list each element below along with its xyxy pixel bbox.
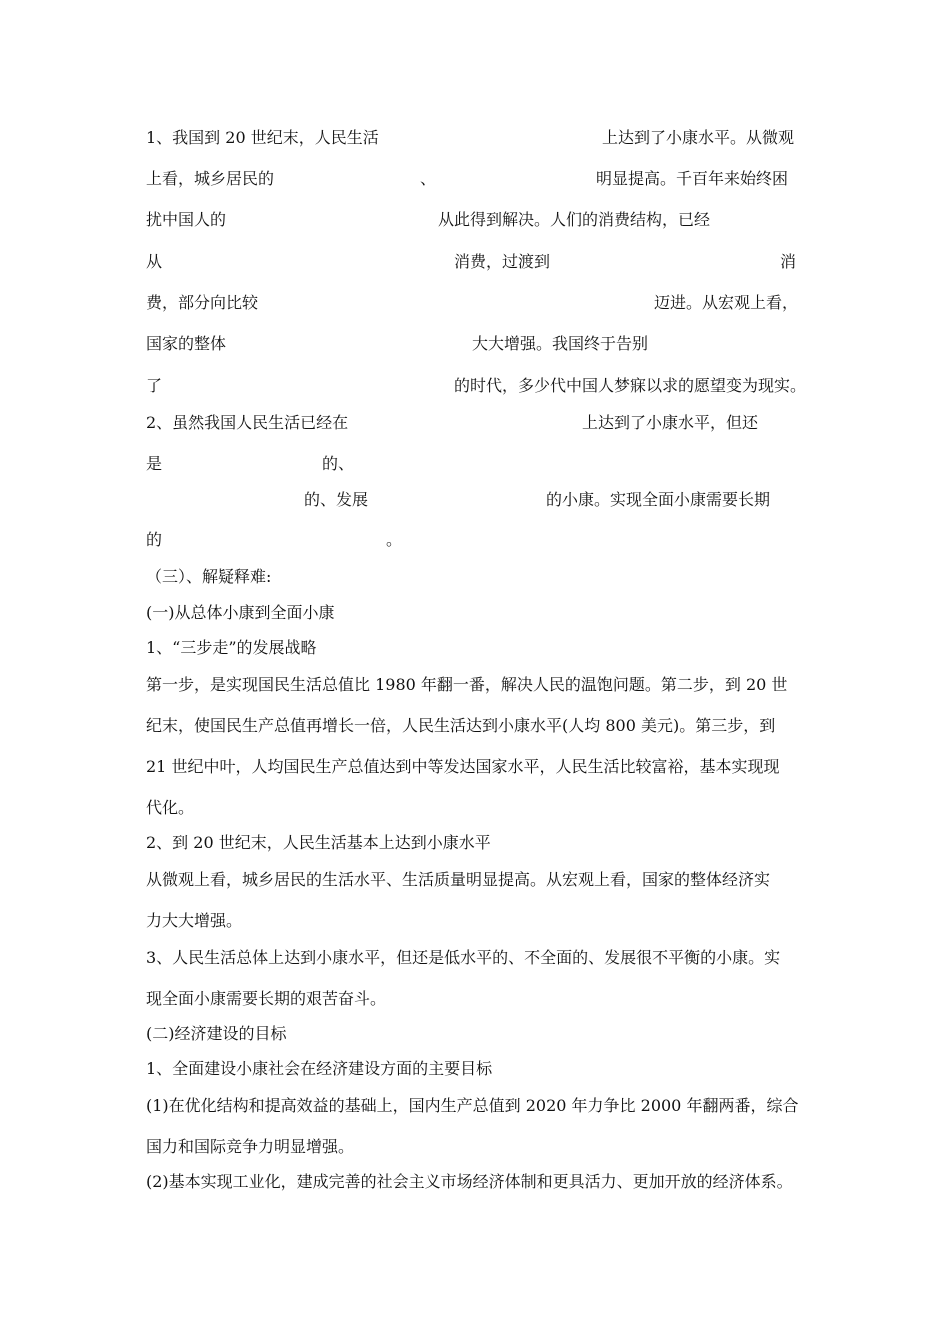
part-2-item-1-title: 1、全面建设小康社会在经济建设方面的主要目标	[146, 1059, 493, 1078]
q1-line-1-text-b: 上达到了小康水平。从微观	[602, 128, 795, 147]
q1-line-6	[146, 334, 649, 354]
q1-line-2-text-c: 明显提高。千百年来始终困	[596, 169, 789, 188]
goal-2-line: (2)基本实现工业化，建成完善的社会主义市场经济体制和更具活力、更加开放的经济体系。	[146, 1172, 793, 1191]
q2-line-4-text-a: 的	[146, 530, 163, 549]
part-1-heading: (一)从总体小康到全面小康	[146, 603, 335, 622]
part-1-item-1-line-1: 第一步，是实现国民生活总值比 1980 年翻一番，解决人民的温饱问题。第二步，到 20 世	[146, 675, 788, 694]
part-1-item-1-line-2: 纪末，使国民生产总值再增长一倍，人民生活达到小康水平(人均 800 美元)。第三步，到	[146, 716, 776, 735]
q2-line-1-text-b: 上达到了小康水平，但还	[582, 413, 759, 432]
part-1-item-1-line-3: 21 世纪中叶，人均国民生产总值达到中等发达国家水平，人民生活比较富裕，基本实现现	[146, 757, 780, 776]
q1-line-3-text-b: 从此得到解决。人们的消费结构，已经	[438, 210, 711, 229]
goal-1-line-1: (1)在优化结构和提高效益的基础上，国内生产总值到 2020 年力争比 2000 年翻两番，综合	[146, 1096, 799, 1115]
q1-line-6-text-a: 国家的整体	[146, 334, 227, 353]
part-1-item-2-title: 2、到 20 世纪末，人民生活基本上达到小康水平	[146, 833, 491, 852]
q2-line-1-text-a: 2、虽然我国人民生活已经在	[146, 413, 349, 432]
q1-line-4-text-c: 消	[780, 252, 797, 271]
section-3-heading: （三）、解疑释难:	[146, 567, 272, 586]
q2-line-4	[146, 530, 403, 550]
q2-line-2-text-b: 的、	[322, 454, 355, 473]
q1-line-7	[146, 376, 807, 396]
q1-line-7-text-a: 了	[146, 376, 163, 395]
q1-line-1-text-a: 1、我国到 20 世纪末，人民生活	[146, 128, 379, 147]
q1-line-2-text-a: 上看，城乡居民的	[146, 169, 275, 188]
q1-line-1	[146, 128, 795, 148]
goal-1-line-2: 国力和国际竞争力明显增强。	[146, 1137, 355, 1156]
q2-line-3-text-a: 的、发展	[304, 490, 369, 509]
q1-line-4-text-a: 从	[146, 252, 163, 271]
part-2-heading: (二)经济建设的目标	[146, 1024, 287, 1043]
q1-line-3	[146, 210, 711, 230]
q1-line-2-text-b: 、	[420, 169, 437, 188]
part-1-item-3-line-1: 3、人民生活总体上达到小康水平，但还是低水平的、不全面的、发展很不平衡的小康。实	[146, 948, 781, 967]
part-1-item-3-line-2: 现全面小康需要长期的艰苦奋斗。	[146, 989, 387, 1008]
part-1-item-2-line-1: 从微观上看，城乡居民的生活水平、生活质量明显提高。从宏观上看，国家的整体经济实	[146, 870, 771, 889]
q1-line-6-text-b: 大大增强。我国终于告别	[472, 334, 649, 353]
q2-line-2	[146, 454, 355, 474]
q2-line-1	[146, 413, 759, 433]
part-1-item-2-line-2: 力大大增强。	[146, 911, 243, 930]
q1-line-4-text-b: 消费，过渡到	[454, 252, 551, 271]
q1-line-5	[146, 293, 799, 313]
q1-line-4	[146, 252, 797, 272]
part-1-item-1-title: 1、“三步走”的发展战略	[146, 638, 317, 657]
part-1-item-1-line-4: 代化。	[146, 798, 195, 817]
q2-line-2-text-a: 是	[146, 454, 163, 473]
q1-line-7-text-b: 的时代，多少代中国人梦寐以求的愿望变为现实。	[454, 376, 807, 395]
q1-line-5-text-b: 迈进。从宏观上看，	[654, 293, 799, 312]
q1-line-3-text-a: 扰中国人的	[146, 210, 227, 229]
q2-line-3-text-b: 的小康。实现全面小康需要长期	[546, 490, 771, 509]
q1-line-2	[146, 169, 789, 189]
q1-line-5-text-a: 费，部分向比较	[146, 293, 259, 312]
q2-line-4-text-b: 。	[386, 530, 403, 549]
